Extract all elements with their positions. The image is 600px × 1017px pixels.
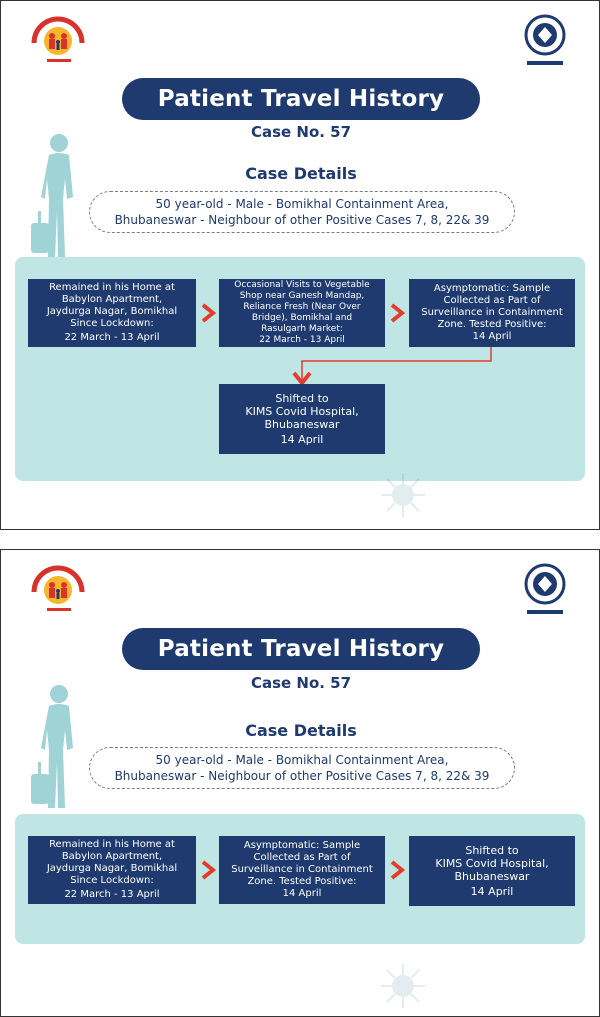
box-line: Babylon Apartment, — [61, 294, 163, 305]
description-line-1: 50 year-old - Male - Bomikhal Containment Area, — [155, 753, 449, 767]
box-line: Surveillance in Containment — [421, 307, 563, 318]
box-line: Jaydurga Nagar, Bomikhal — [46, 863, 178, 874]
box-line: Shifted to — [465, 844, 519, 857]
details-heading: Case Details — [245, 164, 357, 183]
chevron-right-icon — [389, 303, 405, 323]
timeline-box-home — [28, 279, 196, 347]
chevron-right-icon — [200, 303, 216, 323]
box-date: 14 April — [470, 885, 514, 898]
box-line: Jaydurga Nagar, Bomikhal — [46, 306, 178, 317]
connector-arrow-icon — [281, 347, 493, 387]
box-line: Since Lockdown: — [70, 875, 154, 886]
box-date: 22 March - 13 April — [259, 335, 345, 345]
case-description — [89, 191, 515, 233]
title-banner — [122, 78, 480, 120]
box-line: Remained in his Home at — [49, 839, 175, 850]
timeline-box-home — [28, 836, 196, 904]
box-line: Since Lockdown: — [70, 318, 154, 329]
box-line: Asymptomatic: Sample — [243, 840, 361, 851]
box-line: Surveillance in Containment — [231, 864, 373, 875]
description-line-1: 50 year-old - Male - Bomikhal Containment Area, — [155, 197, 449, 211]
box-line: KIMS Covid Hospital, — [435, 857, 549, 870]
box-line: Collected as Part of — [253, 852, 351, 863]
case-number: Case No. 57 — [250, 123, 352, 141]
details-heading: Case Details — [245, 721, 357, 740]
box-line: Rasulgarh Market: — [261, 324, 343, 334]
title-banner — [122, 628, 480, 670]
box-date: 14 April — [280, 433, 324, 446]
box-line: Asymptomatic: Sample — [433, 283, 551, 294]
box-line: Babylon Apartment, — [61, 851, 163, 862]
national-health-mission-logo — [27, 15, 89, 67]
box-line: Zone. Tested Positive: — [247, 876, 357, 887]
traveler-silhouette-icon — [27, 133, 89, 263]
box-line: Occasional Visits to Vegetable — [234, 280, 370, 290]
odisha-government-emblem — [517, 562, 573, 620]
box-line: Collected as Part of — [443, 295, 541, 306]
box-line: Shop near Ganesh Mandap, — [239, 291, 365, 301]
box-line: KIMS Covid Hospital, — [245, 405, 359, 418]
timeline-box-hospital — [219, 384, 385, 454]
timeline-box-visits — [219, 279, 385, 347]
box-date: 22 March - 13 April — [64, 889, 160, 900]
description-line-2: Bhubaneswar - Neighbour of other Positive Cases 7, 8, 22& 39 — [114, 213, 490, 227]
page-title: Patient Travel History — [157, 86, 445, 112]
box-date: 14 April — [282, 888, 322, 899]
case-description — [89, 747, 515, 789]
virus-icon — [379, 471, 427, 519]
national-health-mission-logo — [27, 564, 89, 616]
chevron-right-icon — [389, 860, 405, 880]
box-line: Reliance Fresh (Near Over — [243, 302, 361, 312]
timeline-box-positive — [219, 836, 385, 904]
box-line: Bhubaneswar — [454, 870, 530, 883]
box-line: Remained in his Home at — [49, 282, 175, 293]
slide-2 — [0, 549, 600, 1017]
odisha-government-emblem — [517, 13, 573, 71]
box-line: Bridge), Bomikhal and — [251, 313, 353, 323]
box-date: 14 April — [472, 331, 512, 342]
page-title: Patient Travel History — [157, 636, 445, 662]
timeline-box-hospital — [409, 836, 575, 906]
timeline-box-positive — [409, 279, 575, 347]
box-line: Shifted to — [275, 392, 329, 405]
box-date: 22 March - 13 April — [64, 332, 160, 343]
box-line: Zone. Tested Positive: — [437, 319, 547, 330]
case-number: Case No. 57 — [250, 674, 352, 692]
traveler-silhouette-icon — [27, 684, 89, 814]
virus-icon — [379, 962, 427, 1010]
chevron-right-icon — [200, 860, 216, 880]
description-line-2: Bhubaneswar - Neighbour of other Positive Cases 7, 8, 22& 39 — [114, 769, 490, 783]
box-line: Bhubaneswar — [264, 418, 340, 431]
